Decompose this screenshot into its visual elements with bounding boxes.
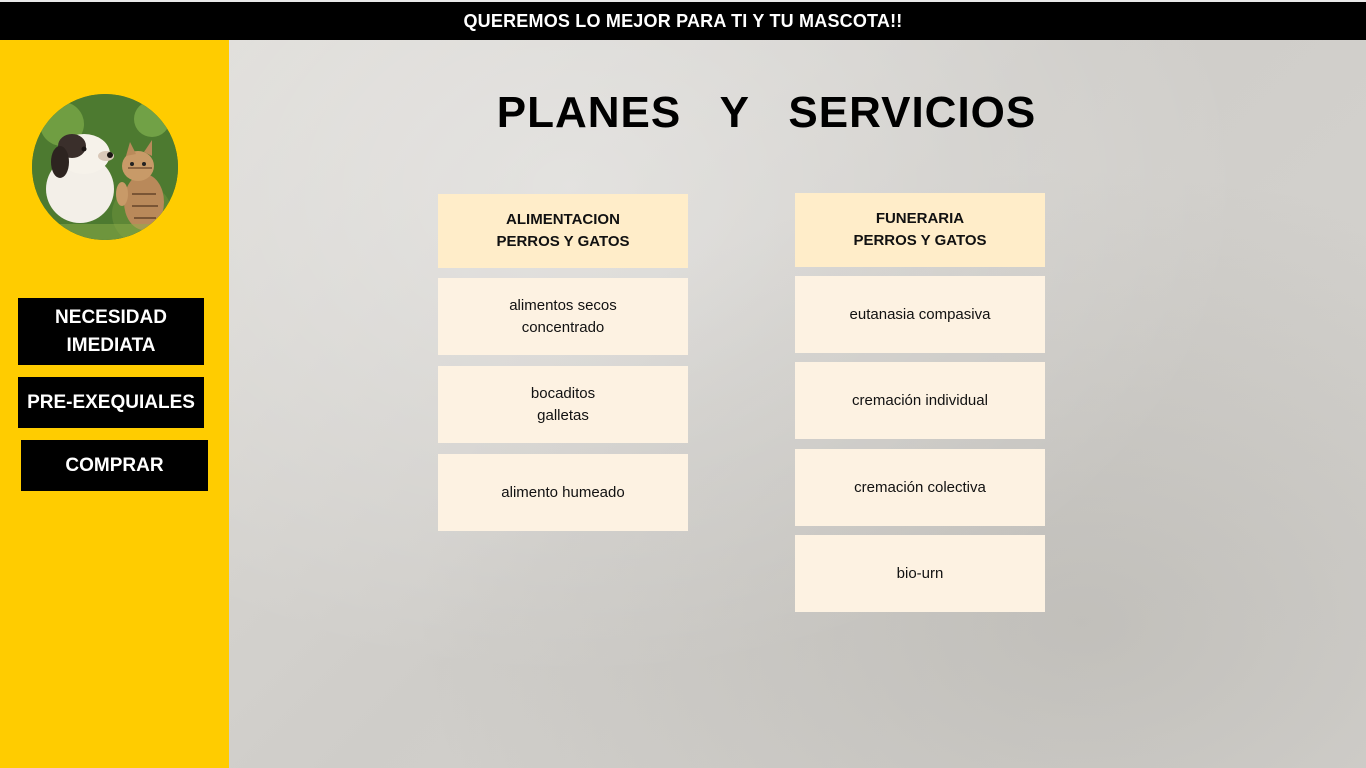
service-item-cremacion-colectiva[interactable]: cremación colectiva (795, 449, 1045, 526)
main-content (229, 40, 1366, 768)
funeraria-header: FUNERARIA PERROS Y GATOS (795, 193, 1045, 267)
page-title: PLANES Y SERVICIOS (496, 88, 1037, 137)
service-item-cremacion-individual[interactable]: cremación individual (795, 362, 1045, 439)
banner-text: QUEREMOS LO MEJOR PARA TI Y TU MASCOTA!! (463, 10, 903, 31)
pre-exequiales-button[interactable]: PRE-EXEQUIALES (18, 377, 204, 428)
necesidad-inmediata-button[interactable]: NECESIDAD IMEDIATA (18, 298, 204, 365)
service-item-bio-urn[interactable]: bio-urn (795, 535, 1045, 612)
comprar-button[interactable]: COMPRAR (21, 440, 208, 491)
service-item-alimentos-secos[interactable]: alimentos secos concentrado (438, 278, 688, 355)
service-item-eutanasia[interactable]: eutanasia compasiva (795, 276, 1045, 353)
service-item-alimento-humeado[interactable]: alimento humeado (438, 454, 688, 531)
service-item-bocaditos[interactable]: bocaditos galletas (438, 366, 688, 443)
puppy-kitten-image (32, 94, 178, 240)
avatar (32, 94, 178, 240)
top-banner (0, 0, 1366, 40)
sidebar (0, 40, 229, 768)
alimentacion-header: ALIMENTACION PERROS Y GATOS (438, 194, 688, 268)
